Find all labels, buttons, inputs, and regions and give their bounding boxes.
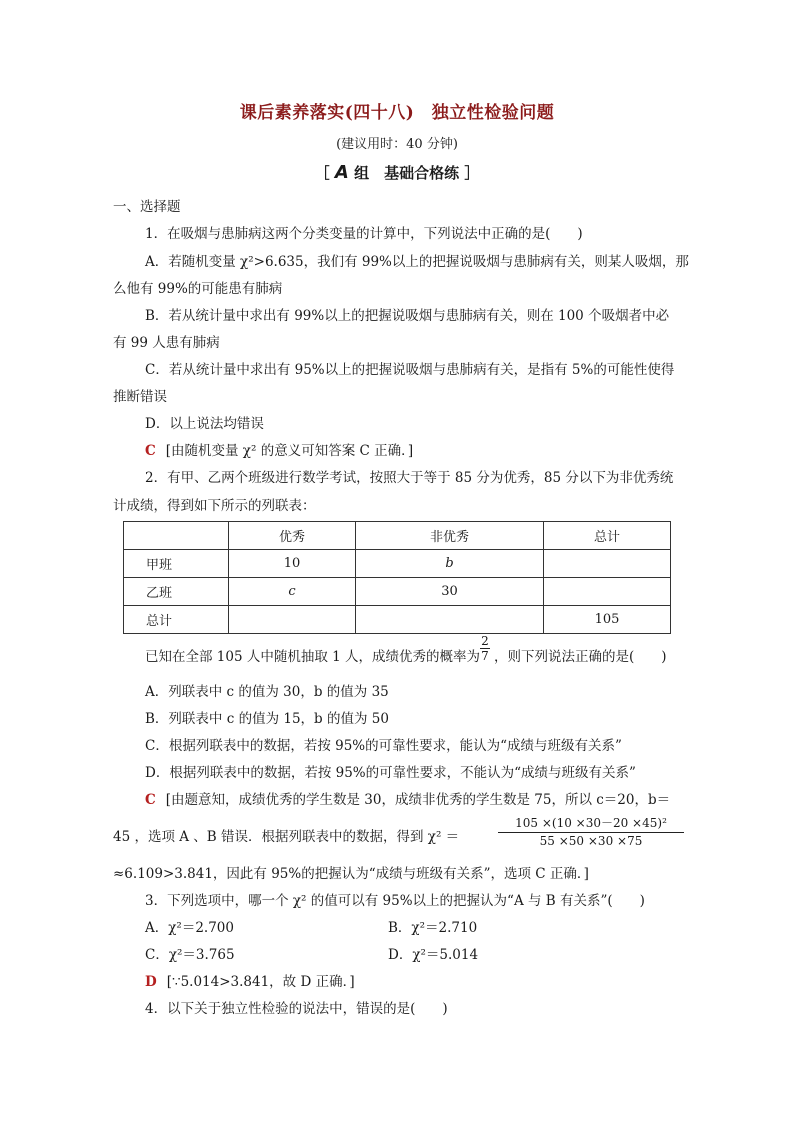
table-row [124,550,671,578]
q3-answer-line [145,970,355,990]
suggested-time: (建议用时：40 分钟) [336,137,458,152]
chi-square-fraction [498,814,684,848]
q1-answer: C [145,443,156,459]
q1-option-a-cont: 么他有 99%的可能患有肺病 [113,281,283,297]
table-header-cell: 优秀 [229,522,356,550]
table-cell: c [229,578,356,606]
table-row-label: 总计 [124,606,229,634]
q2-answer: C [145,792,156,808]
table-row [124,578,671,606]
fraction-numerator: 105 ×(10 ×30－20 ×45)² [498,814,684,833]
q2-option-b: B．列联表中 c 的值为 15，b 的值为 50 [145,711,389,727]
group-bracket-close: ］ [464,164,480,182]
q1-option-c-cont: 推断错误 [113,389,167,405]
q2-condition [145,645,667,665]
q1-answer-line [145,439,413,459]
q1-option-d: D．以上说法均错误 [145,416,264,432]
q1-option-b: B．若从统计量中求出有 99%以上的把握说吸烟与患肺病有关，则在 100 个吸烟者中必 [145,308,670,324]
q3-option-c: C．χ²＝3.765 [145,947,235,963]
table-cell [229,606,356,634]
q3-answer: D [145,974,157,990]
table-cell: 10 [229,550,356,578]
fraction-numerator: 2 [481,634,489,648]
section-heading: 一、选择题 [113,199,181,215]
group-text: 组 基础合格练 [354,164,460,182]
q2-explanation-end: ≈6.109>3.841，因此有 95%的把握认为“成绩与班级有关系”，选项 C 正确．] [113,866,589,882]
q3-option-a: A．χ²＝2.700 [145,920,234,936]
q1-explanation: [由随机变量 χ² 的意义可知答案 C 正确．] [165,443,414,459]
table-header-row [124,522,671,550]
contingency-table [123,521,671,634]
q3-explanation: [∵5.014>3.841，故 D 正确．] [166,974,355,990]
q3-option-d: D．χ²＝5.014 [388,947,479,963]
q3-option-b: B．χ²＝2.710 [388,920,478,936]
table-cell [355,606,543,634]
page-title: 课后素养落实(四十八) 独立性检验问题 [239,103,555,123]
table-cell: 30 [355,578,543,606]
fraction-denominator: 7 [481,649,489,663]
q2-explanation-cont: 45 ，选项 A 、B 错误．根据列联表中的数据，得到 χ² ＝ [113,829,460,845]
table-cell: 105 [544,606,671,634]
q1-option-c: C．若从统计量中求出有 95%以上的把握说吸烟与患肺病有关，是指有 5%的可能性使得 [145,362,675,378]
group-heading [0,162,794,183]
table-cell [544,550,671,578]
q2-condition-post: ，则下列说法正确的是( ) [494,649,667,665]
q2-explanation: [由题意知，成绩优秀的学生数是 30，成绩非优秀的学生数是 75，所以 c＝20，b＝ [165,792,671,808]
table-row-label: 甲班 [124,550,229,578]
table-cell: b [355,550,543,578]
fraction-denominator: 55 ×50 ×30 ×75 [539,834,643,848]
q2-stem: 2．有甲、乙两个班级进行数学考试，按照大于等于 85 分为优秀，85 分以下为非优秀统 [145,470,674,486]
table-row [124,606,671,634]
table-row-label: 乙班 [124,578,229,606]
q2-stem-cont: 计成绩，得到如下所示的列联表： [113,498,316,514]
q1-option-b-cont: 有 99 人患有肺病 [113,335,220,351]
q2-condition-pre: 已知在全部 105 人中随机抽取 1 人，成绩优秀的概率为 [145,649,481,665]
table-header-cell: 非优秀 [355,522,543,550]
q1-stem: 1．在吸烟与患肺病这两个分类变量的计算中，下列说法中正确的是( ) [145,226,583,242]
table-header-cell: 总计 [544,522,671,550]
q4-stem: 4．以下关于独立性检验的说法中，错误的是( ) [145,1001,448,1017]
q2-answer-line [145,788,670,808]
table-cell [124,522,229,550]
table-cell [544,578,671,606]
group-bracket-open: ［ [314,164,330,182]
q3-stem: 3．下列选项中，哪一个 χ² 的值可以有 95%以上的把握认为“A 与 B 有关系”( ) [145,893,645,909]
probability-fraction [480,634,490,663]
q2-option-c: C．根据列联表中的数据，若按 95%的可靠性要求，能认为“成绩与班级有关系” [145,738,622,754]
q2-option-a: A．列联表中 c 的值为 30，b 的值为 35 [145,684,389,700]
group-letter: A [334,162,349,183]
q2-option-d: D．根据列联表中的数据，若按 95%的可靠性要求，不能认为“成绩与班级有关系” [145,765,636,781]
q1-option-a: A．若随机变量 χ²>6.635，我们有 99%以上的把握说吸烟与患肺病有关，则某人吸烟，那 [145,254,689,270]
